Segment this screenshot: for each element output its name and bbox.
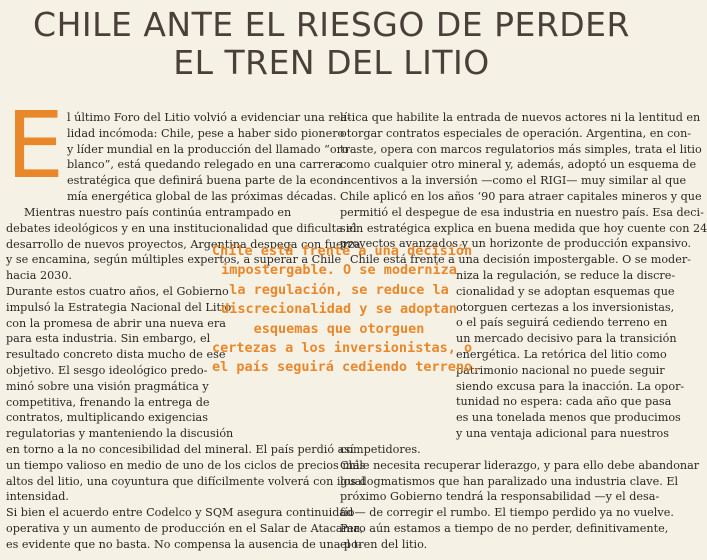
- text-line: o el país seguirá cediendo terreno en: [456, 316, 668, 330]
- text-line: objetivo. El sesgo ideológico predo-: [6, 363, 208, 377]
- pull-quote-line: impostergable. O se moderniza: [221, 262, 457, 279]
- pull-quote: [212, 242, 481, 378]
- text-line: cionalidad y se adoptan esquemas que: [456, 284, 675, 298]
- text-line: un mercado decisivo para la transición: [456, 332, 677, 346]
- text-line: debates ideológicos y en una institucionalidad que dificulta el: [6, 221, 357, 235]
- text-line: próximo Gobierno tendrá la responsabilidad —y el desa-: [340, 490, 660, 504]
- text-line: energética. La retórica del litio como: [456, 347, 667, 361]
- pull-quote-line: el país seguirá cediendo terreno.: [212, 359, 481, 376]
- text-line: contratos, multiplicando exigencias: [6, 411, 208, 425]
- text-line: es evidente que no basta. No compensa la ausencia de una po-: [6, 537, 362, 551]
- text-line: intensidad.: [6, 490, 69, 504]
- text-line: traste, opera con marcos regulatorios más simples, trata el litio: [340, 142, 702, 156]
- col-a-bottom: [6, 442, 365, 553]
- text-line: Si bien el acuerdo entre Codelco y SQM asegura continuidad: [6, 506, 354, 520]
- text-line: un tiempo valioso en medio de uno de los ciclos de precios más: [6, 458, 366, 472]
- text-line: permitió el despegue de esa industria en nuestro país. Esa deci-: [340, 205, 704, 219]
- text-line: los dogmatismos que han paralizado una industria clave. El: [340, 474, 679, 488]
- text-line: incentivos a la inversión —como el RIGI— muy similar al que: [340, 174, 687, 188]
- pull-quote-line: discrecionalidad y se adoptan: [221, 301, 457, 318]
- pull-quote-line: certezas a los inversionistas, o: [212, 340, 473, 357]
- text-line: competitiva, frenando la entrega de: [6, 395, 210, 409]
- text-line: regulatorias y manteniendo la discusión: [6, 427, 234, 441]
- col-b-bottom: [340, 442, 699, 553]
- text-line: desarrollo de nuevos proyectos, Argentina despega con fuerza: [6, 237, 361, 251]
- text-line: l último Foro del Litio volvió a evidenciar una rea-: [67, 111, 351, 124]
- text-line: Chile está frente a una decisión impostergable. O se moder-: [350, 253, 691, 267]
- col-a-intro: [67, 110, 351, 205]
- text-line: y se encamina, según múltiples expertos, a superar a Chile: [6, 253, 342, 267]
- col-a-wrap: [6, 284, 233, 442]
- text-line: Mientras nuestro país continúa entrampado en: [24, 206, 292, 219]
- text-line: estratégica que definirá buena parte de la econo-: [67, 174, 348, 188]
- text-line: para esta industria. Sin embargo, el: [6, 332, 211, 346]
- pull-quote-line: la regulación, se reduce la: [229, 281, 449, 298]
- article-title: [0, 6, 663, 82]
- text-line: otorguen certezas a los inversionistas,: [456, 300, 675, 314]
- text-line: resultado concreto dista mucho de ese: [6, 348, 226, 362]
- text-line: mía energética global de las próximas décadas.: [67, 189, 337, 203]
- drop-cap: E: [6, 92, 65, 199]
- title-line-2: EL TREN DEL LITIO: [173, 43, 490, 82]
- text-line: otorgar contratos especiales de operación. Argentina, en con-: [340, 126, 692, 140]
- text-line: Pero aún estamos a tiempo de no perder, definitivamente,: [340, 521, 669, 535]
- text-line: niza la regulación, se reduce la discre-: [456, 269, 676, 282]
- text-line: altos del litio, una coyuntura que difícilmente volverá con igual: [6, 474, 366, 488]
- text-line: y líder mundial en la producción del llamado “oro: [67, 142, 349, 156]
- text-line: lítica que habilite la entrada de nuevos actores ni la lentitud en: [340, 111, 701, 124]
- text-line: el tren del litio.: [340, 537, 428, 551]
- title-line-1: CHILE ANTE EL RIESGO DE PERDER: [33, 5, 630, 44]
- text-line: operativa y un aumento de producción en el Salar de Atacama,: [6, 521, 364, 535]
- text-line: y una ventaja adicional para nuestros: [456, 426, 670, 440]
- text-line: con la promesa de abrir una nueva era: [6, 316, 226, 330]
- text-line: como cualquier otro mineral y, además, adoptó un esquema de: [340, 158, 697, 172]
- text-line: Durante estos cuatro años, el Gobierno: [6, 285, 229, 298]
- text-line: blanco”, está quedando relegado en una carrera: [67, 158, 342, 172]
- text-line: fío— de corregir el rumbo. El tiempo perdido ya no vuelve.: [340, 506, 674, 520]
- text-line: proyectos avanzados y un horizonte de producción expansivo.: [340, 237, 692, 251]
- text-line: Chile aplicó en los años ‘90 para atraer capitales mineros y que: [340, 189, 702, 203]
- text-line: patrimonio nacional no puede seguir: [456, 363, 665, 377]
- text-line: en torno a la no concesibilidad del mineral. El país perdió así: [6, 443, 354, 456]
- pull-quote-line: esquemas que otorguen: [253, 320, 425, 337]
- text-line: es una tonelada menos que producimos: [456, 411, 681, 425]
- text-line: lidad incómoda: Chile, pese a haber sido pionero: [67, 126, 345, 140]
- text-line: minó sobre una visión pragmática y: [6, 379, 209, 393]
- text-line: Chile necesita recuperar liderazgo, y para ello debe abandonar: [340, 458, 700, 472]
- text-line: siendo excusa para la inacción. La opor-: [456, 379, 685, 393]
- text-line: impulsó la Estrategia Nacional del Litio: [6, 300, 232, 314]
- text-line: hacia 2030.: [6, 269, 72, 283]
- col-b-wrap: [456, 268, 684, 442]
- text-line: tunidad no espera: cada año que pasa: [456, 395, 672, 409]
- pull-quote-line: Chile está frente a una decisión: [212, 243, 473, 259]
- text-line: competidores.: [340, 443, 421, 456]
- text-line: sión estratégica explica en buena medida que hoy cuente con 24: [340, 221, 707, 235]
